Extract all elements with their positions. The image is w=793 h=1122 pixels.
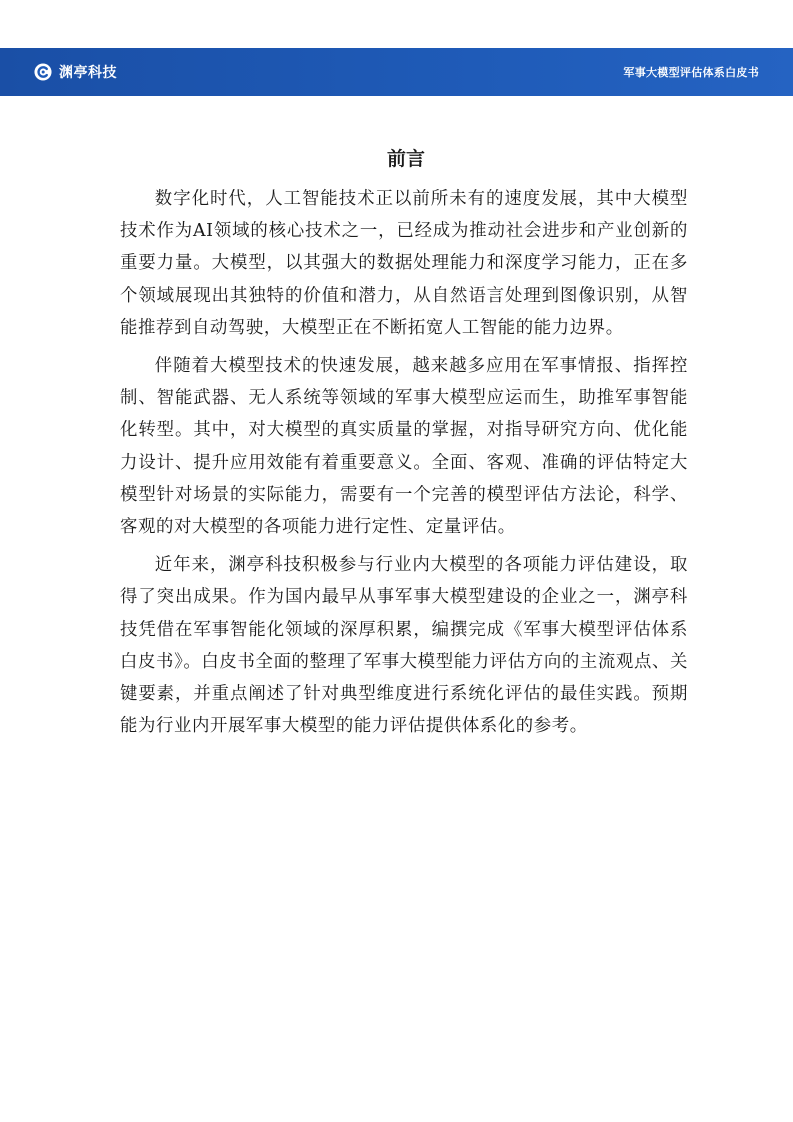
- paragraph-2: 伴随着大模型技术的快速发展，越来越多应用在军事情报、指挥控制、智能武器、无人系统等领域的军事大模型应运而生，助推军事智能化转型。其中，对大模型的真实质量的掌握，对指导研究方向、优化能力设计、提升应用效能有着重要意义。全面、客观、准确的评估特定大模型针对场景的实际能力，需要有一个完善的模型评估方法论，科学、客观的对大模型的各项能力进行定性、定量评估。: [120, 356, 688, 538]
- brand-logo-icon: [34, 63, 52, 81]
- brand-name: 渊亭科技: [59, 65, 117, 81]
- paragraph-1: 数字化时代，人工智能技术正以前所未有的速度发展，其中大模型技术作为AI领域的核心技术之一，已经成为推动社会进步和产业创新的重要力量。大模型，以其强大的数据处理能力和深度学习能力，正在多个领域展现出其独特的价值和潜力，从自然语言处理到图像识别，从智能推荐到自动驾驶，大模型正在不断拓宽人工智能的能力边界。: [120, 189, 688, 338]
- paragraph-3: 近年来，渊亭科技积极参与行业内大模型的各项能力评估建设，取得了突出成果。作为国内最早从事军事大模型建设的企业之一，渊亭科技凭借在军事智能化领域的深厚积累，编撰完成《军事大模型评估体系白皮书》。白皮书全面的整理了军事大模型能力评估方向的主流观点、关键要素，并重点阐述了针对典型维度进行系统化评估的最佳实践。预期能为行业内开展军事大模型的能力评估提供体系化的参考。: [120, 555, 688, 737]
- page-header: [0, 48, 793, 96]
- brand: [34, 62, 117, 82]
- document-title: 军事大模型评估体系白皮书: [623, 66, 759, 79]
- section-title: 前言: [386, 148, 425, 170]
- preface-section: [120, 143, 688, 748]
